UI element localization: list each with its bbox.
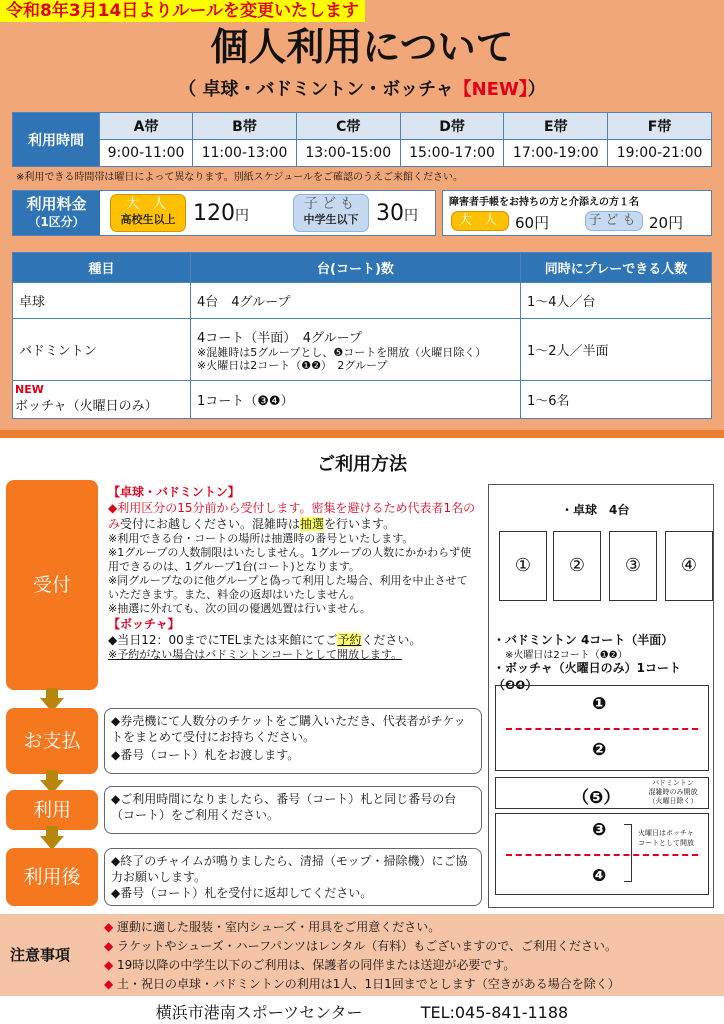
reception-note: ※抽選に外れても、次の回の優遇処置は行いません。 [108, 602, 371, 615]
step-reception: 受付 [6, 480, 98, 690]
section-divider [0, 430, 724, 438]
step-use: 利用 [6, 790, 98, 830]
fee-label-main: 利用料金 [26, 195, 87, 213]
badminton-court-1-2 [495, 685, 709, 771]
fee-label [13, 191, 100, 235]
caution-text: 19時以降の中学生以下のご利用は、保護者の同伴または送迎が必要です。 [117, 958, 516, 972]
col-header-count: 台(コート)数 [191, 253, 521, 283]
court-note: ※混雑時は5グループとし、❺コートを開放（火曜日除く） [197, 346, 487, 359]
child-price [376, 201, 418, 226]
after-line: ◆番号（コート）札を受付に返却してください。 [111, 886, 373, 900]
band-name: B帯 [193, 113, 297, 140]
disability-title: 障害者手帳をお持ちの方と介添えの方１名 [449, 197, 639, 208]
boccia-line [108, 632, 478, 648]
footer [0, 1000, 724, 1023]
court-number: ❶ [592, 694, 607, 714]
disab-adult-badge [451, 211, 509, 231]
new-tag: NEW [15, 383, 44, 396]
col-header-sport: 種目 [13, 253, 191, 283]
rule-change-notice: 令和8年3月14日よりルールを変更いたします [0, 0, 365, 22]
court-count: 1コート（❸❹） [191, 381, 521, 419]
child-sub: 中学生以下 [303, 213, 359, 226]
sport-name: バドミントン [13, 319, 191, 381]
step-payment: お支払 [6, 708, 98, 774]
phone-number: TEL:045-841-1188 [420, 1003, 569, 1022]
caution-text: ラケットやシューズ・ハーフパンツはレンタル（有料）もございますので、ご利用ください。 [117, 939, 618, 953]
court-divider [506, 728, 698, 730]
court-5-note [640, 779, 706, 806]
time-table [12, 112, 712, 167]
court-number: ❹ [592, 866, 607, 886]
fee-label-sub: （1区分） [28, 215, 85, 229]
reception-note: ※同グループなのに他グループと偽って利用した場合、利用を中止させていただきます。また、料金の返却はいたしません。 [108, 574, 468, 601]
disab-child-label: 子ども [588, 213, 640, 228]
use-line: ◆ご利用時間になりましたら、番号（コート）札と同じ番号の台（コート）をご利用ください。 [111, 792, 457, 822]
diagram-bd-tue: ※火曜日は2コート（❶❷） [505, 650, 628, 661]
band-time: 9:00-11:00 [100, 140, 193, 167]
boccia-note [638, 828, 694, 848]
band-name: E帯 [504, 113, 608, 140]
disability-fee-box [442, 190, 712, 236]
people-count: 1～4人／台 [521, 283, 712, 319]
payment-desc [104, 708, 482, 774]
adult-price-value: 120 [193, 201, 235, 226]
reception-note: ※利用できる台・コートの場所は抽選時の番号といたします。 [108, 532, 414, 545]
diagram-tt-label: ・卓球 4台 [561, 503, 630, 517]
table-tennis-table: ④ [665, 531, 713, 601]
reception-desc [104, 480, 482, 690]
court-number: （❺） [572, 788, 621, 808]
col-header-people: 同時にプレーできる人数 [521, 253, 712, 283]
fee-box [12, 190, 436, 236]
highlight-lottery: 抽選 [300, 517, 325, 531]
caution-list [104, 918, 620, 994]
highlight-rep: 代表者1名のみ [108, 501, 476, 531]
subtitle-new: 【NEW】 [453, 79, 528, 100]
diagram-bd-label: ・バドミントン 4コート（半面） [493, 633, 674, 647]
page-subtitle [0, 78, 724, 102]
court-count-cell [191, 319, 521, 381]
badminton-court-5 [495, 777, 709, 809]
court-number: ❷ [592, 740, 607, 760]
payment-line: ◆番号（コート）札をお渡します。 [111, 748, 300, 762]
court-count: 4コート（半面） 4グループ [197, 331, 363, 346]
use-desc [104, 786, 482, 834]
table-tennis-table: ① [499, 531, 547, 601]
table-tennis-table: ③ [609, 531, 657, 601]
adult-label: 大 人 [125, 196, 171, 212]
tt-bd-header: 【卓球・バドミントン】 [108, 485, 240, 499]
bullet-text: ◆利用区分の15分前から受付します。密集を避けるため [108, 501, 408, 515]
list-item: ◆ 土・祝日の卓球・バドミントンの利用は1人、1日1回までとします（空きがある場合を除く） [104, 977, 620, 991]
bullet-text: ください。 [361, 633, 422, 647]
table-row [13, 381, 712, 419]
child-price-value: 30 [376, 201, 404, 226]
caution-text: 土・祝日の卓球・バドミントンの利用は1人、1日1回までとします（空きがある場合を除く） [117, 977, 620, 991]
list-item: ◆ ラケットやシューズ・ハーフパンツはレンタル（有料）もございますので、ご利用ください。 [104, 939, 618, 953]
sport-name: 卓球 [13, 283, 191, 319]
boccia-note: ※予約がない場合はバドミントンコートとして開放します。 [108, 648, 403, 661]
court-note: ※火曜日は2コート（❶❷） 2グループ [197, 359, 388, 372]
court-divider [506, 854, 698, 856]
band-name: C帯 [296, 113, 400, 140]
yen-unit: 円 [404, 208, 418, 224]
subtitle-close: ） [527, 79, 546, 100]
court-5-note-line: バドミントン [652, 779, 694, 787]
page-title: 個人利用について [210, 25, 514, 69]
sport-name-cell [13, 381, 191, 419]
caution-label: 注意事項 [10, 946, 71, 964]
band-time: 17:00-19:00 [504, 140, 608, 167]
adult-sub: 高校生以上 [120, 213, 176, 226]
caution-text: 運動に適した服装・室内シューズ・用具をご用意ください。 [117, 920, 441, 934]
bullet-text: ◆当日12：00までにTELまたは来館にてご [108, 633, 338, 647]
table-row [13, 283, 712, 319]
band-time: 15:00-17:00 [400, 140, 504, 167]
court-5-note-line: 混雑時のみ開放 [648, 788, 698, 796]
payment-line: ◆券売機にて人数分のチケットをご購入いただき、代表者がチケットをまとめて受付にお持ちください。 [111, 714, 466, 744]
people-count: 1～6名 [521, 381, 712, 419]
after-line: ◆終了のチャイムが鳴りましたら、清掃（モップ・掃除機）にご協力お願いします。 [111, 854, 468, 884]
court-diagram [488, 484, 714, 908]
adult-badge [110, 194, 186, 232]
arrow-down-icon [40, 826, 64, 850]
court-count: 4台 4グループ [191, 283, 521, 319]
reception-note: ※1グループの人数制限はいたしません。1グループの人数にかかわらず使用できるのは、1グループ1台(コート)となります。 [108, 546, 472, 573]
bullet-text: 受付にお越しください。混雑時は [120, 517, 301, 531]
step-after: 利用後 [6, 848, 98, 906]
disab-adult-label: 大 人 [458, 213, 502, 228]
list-item: ◆ 運動に適した服装・室内シューズ・用具をご用意ください。 [104, 920, 441, 934]
band-time: 11:00-13:00 [193, 140, 297, 167]
court-table [12, 252, 712, 419]
time-table-label: 利用時間 [13, 113, 100, 167]
band-name: A帯 [100, 113, 193, 140]
boccia-note-line: 火曜日はボッチャ [638, 829, 694, 837]
disab-child-price: 20円 [649, 214, 684, 232]
bracket [624, 824, 632, 882]
adult-price [193, 201, 249, 226]
child-label: 子ども [304, 196, 358, 212]
list-item: ◆ 19時以降の中学生以下のご利用は、保護者の同伴または送迎が必要です。 [104, 958, 516, 972]
badminton-court-3-4 [495, 813, 709, 895]
child-badge [293, 194, 369, 232]
diagram-bo-label: ・ボッチャ（火曜日のみ）1コート（❸❹） [493, 661, 681, 692]
table-tennis-table: ② [553, 531, 601, 601]
band-time: 19:00-21:00 [608, 140, 712, 167]
yen-unit: 円 [235, 208, 249, 224]
reception-main [108, 500, 478, 532]
disab-child-badge [585, 211, 643, 231]
people-count: 1～2人／半面 [521, 319, 712, 381]
facility-name: 横浜市港南スポーツセンター [155, 1003, 363, 1022]
band-time: 13:00-15:00 [296, 140, 400, 167]
court-5-note-line: （火曜日除く） [648, 797, 698, 805]
bullet-text: を行います。 [324, 517, 396, 531]
highlight-reserve: 予約 [337, 633, 362, 647]
after-desc [104, 848, 482, 906]
band-name: F帯 [608, 113, 712, 140]
boccia-header: 【ボッチャ】 [108, 617, 180, 631]
band-name: D帯 [400, 113, 504, 140]
table-row [13, 319, 712, 381]
sport-name: ボッチャ（火曜日のみ） [15, 399, 158, 414]
boccia-note-line: コートとして開放 [638, 839, 694, 847]
usage-title: ご利用方法 [317, 454, 407, 475]
disab-adult-price: 60円 [515, 214, 550, 232]
court-number: ❸ [592, 820, 607, 840]
time-note: ※利用できる時間帯は曜日によって異なります。別紙スケジュールをご確認のうえご来館ください。 [16, 172, 463, 183]
subtitle-open: （ 卓球・バドミントン・ボッチャ [178, 79, 454, 100]
